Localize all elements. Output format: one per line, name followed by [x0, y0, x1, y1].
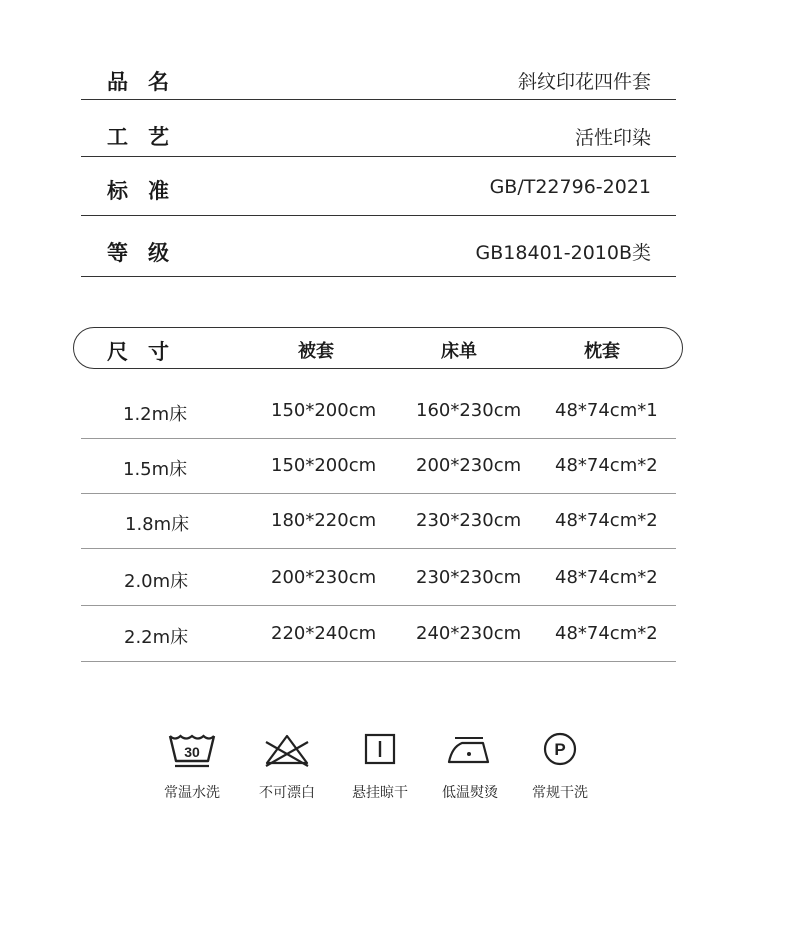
dry-clean-letter: P — [554, 740, 566, 759]
cell-pillowcase: 48*74cm*2 — [555, 455, 658, 476]
cell-bed-size: 2.0m床 — [124, 571, 189, 592]
table-row — [81, 493, 676, 549]
care-label: 常温水洗 — [164, 785, 220, 801]
cell-bed-size: 1.5m床 — [123, 459, 188, 480]
cell-bed-size: 1.2m床 — [123, 404, 188, 425]
size-table-header — [73, 327, 683, 369]
cell-bed-size: 2.2m床 — [124, 627, 189, 648]
spec-label: 标准 — [107, 179, 189, 203]
spec-row-process — [81, 100, 676, 157]
cell-bed-size: 1.8m床 — [125, 514, 190, 535]
dry-clean-p-icon — [535, 730, 585, 768]
table-row — [81, 606, 676, 662]
spec-value: 斜纹印花四件套 — [517, 71, 651, 93]
care-label: 悬挂晾干 — [352, 785, 408, 801]
table-row — [81, 438, 676, 494]
care-label: 低温熨烫 — [442, 785, 498, 801]
spec-row-standard — [81, 157, 676, 216]
table-row — [81, 548, 676, 606]
cell-pillowcase: 48*74cm*2 — [555, 623, 658, 644]
wash-30-icon — [167, 730, 217, 768]
spec-value: GB/T22796-2021 — [489, 176, 651, 198]
cell-duvet: 180*220cm — [271, 510, 377, 531]
care-label: 不可漂白 — [259, 785, 315, 801]
cell-pillowcase: 48*74cm*2 — [555, 567, 658, 588]
header-sheet: 床单 — [441, 341, 477, 362]
spec-value: 活性印染 — [574, 127, 651, 149]
cell-sheet: 240*230cm — [416, 623, 522, 644]
care-no-bleach — [247, 730, 327, 802]
no-bleach-icon — [262, 730, 312, 768]
cell-duvet: 200*230cm — [271, 567, 377, 588]
wash-temperature: 30 — [184, 744, 200, 760]
cell-duvet: 150*200cm — [271, 455, 377, 476]
spec-label: 品名 — [107, 70, 189, 94]
header-size: 尺寸 — [107, 340, 189, 364]
cell-duvet: 220*240cm — [271, 623, 377, 644]
header-duvet: 被套 — [298, 341, 334, 362]
cell-pillowcase: 48*74cm*2 — [555, 510, 658, 531]
spec-label: 等级 — [107, 241, 189, 265]
cell-sheet: 200*230cm — [416, 455, 522, 476]
care-hang-dry — [340, 730, 420, 802]
care-dry-clean — [520, 730, 600, 802]
care-wash — [152, 730, 232, 802]
care-low-iron — [430, 730, 510, 802]
cell-pillowcase: 48*74cm*1 — [555, 400, 658, 421]
table-row — [81, 383, 676, 439]
spec-label: 工艺 — [107, 125, 189, 149]
hang-dry-icon — [355, 730, 405, 768]
cell-duvet: 150*200cm — [271, 400, 377, 421]
cell-sheet: 230*230cm — [416, 567, 522, 588]
spec-row-name — [81, 58, 676, 100]
cell-sheet: 230*230cm — [416, 510, 522, 531]
header-pillowcase: 枕套 — [584, 341, 620, 362]
low-iron-icon — [445, 730, 495, 768]
spec-value: GB18401-2010B类 — [475, 242, 651, 264]
spec-row-grade — [81, 216, 676, 277]
cell-sheet: 160*230cm — [416, 400, 522, 421]
care-label: 常规干洗 — [532, 785, 588, 801]
